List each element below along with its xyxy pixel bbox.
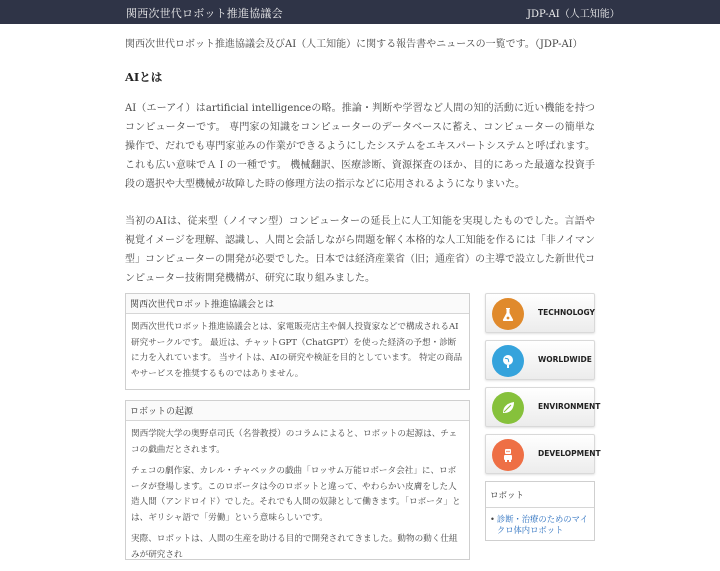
origin-box-body: [126, 421, 469, 571]
tile-technology[interactable]: [485, 293, 595, 333]
flask-icon: [492, 298, 524, 330]
main-column: [125, 293, 470, 560]
tile-worldwide-label: WORLDWIDE: [538, 355, 592, 364]
tile-development[interactable]: [485, 434, 601, 474]
globe-icon: [492, 345, 524, 377]
about-box: [125, 293, 470, 390]
tile-development-label: DEVELOPMENT: [538, 449, 601, 458]
tile-environment-label: ENVIRONMENT: [538, 402, 601, 411]
origin-box-title: ロボットの起源: [126, 401, 469, 421]
robot-box-link[interactable]: 診断・治療のためのマイクロ体内ロボット: [496, 514, 589, 535]
tile-worldwide[interactable]: [485, 340, 595, 380]
robot-box: [485, 481, 595, 541]
leaf-icon: [492, 392, 524, 424]
robot-icon: [492, 439, 524, 471]
ai-paragraph-2: 当初のAIは、従来型（ノイマン型）コンピューターの延長上に人工知能を実現したものでした。言語や視覚イメージを理解、認識し、人間と会話しながら問題を解く本格的な人工知能を作るには「非ノイマン型」コンピューターの開発が必要でした。日本では経済産業省（旧；通産省）の主導で設立した新世代コンピューター技術開発機構が、研究に取り組みました。: [125, 216, 595, 284]
about-box-title: 関西次世代ロボット推進協議会とは: [126, 294, 469, 314]
ai-paragraph-1: AI（エーアイ）はartificial intelligenceの略。推論・判断や学習など人間の知的活動に近い機能を持つコンピューターです。 専門家の知識をコンピューターのデータベースに蓄え、コンピューターの簡単な操作で、だれでも専門家並みの作業ができるようにしたシステムをエキスパートシステムと呼ばれます。これも広い意味でＡＩの一種です。 機械翻訳、医療診断、資源探査のほか、目的にあった最適な投資手段の選択や大型機械が故障した時の修理方法の指示などに応用されるようになりまいた。: [125, 103, 595, 190]
sidebar: [485, 293, 601, 541]
section-heading-ai: AIとは: [125, 70, 163, 84]
origin-paragraph-1: 関西学院大学の奥野卓司氏（名誉教授）のコラムによると、ロボットの起源は、チェコの戯曲だとされます。: [131, 429, 458, 455]
robot-box-link-item[interactable]: [486, 508, 594, 536]
robot-box-title: ロボット: [486, 482, 594, 508]
top-bar: [0, 0, 720, 24]
bullet-icon: •: [490, 514, 495, 524]
origin-box: [125, 400, 470, 560]
article: [125, 24, 595, 288]
nav-link-jdp-ai[interactable]: JDP-AI（人工知能）: [527, 9, 620, 20]
site-title[interactable]: 関西次世代ロボット推進協議会: [126, 7, 283, 20]
about-box-body: [126, 314, 469, 390]
tile-environment[interactable]: [485, 387, 601, 427]
origin-paragraph-3: 実際、ロボットは、人間の生産を助ける目的で開発されてきました。動物の動く仕組みが研究され: [131, 534, 458, 560]
tile-technology-label: TECHNOLOGY: [538, 308, 595, 317]
intro-text: 関西次世代ロボット推進協議会及びAI（人工知能）に関する報告書やニュースの一覧です。（JDP-AI）: [125, 39, 583, 50]
about-box-text: 関西次世代ロボット推進協議会とは、家電販売店主や個人投資家などで構成されるAI研究サークルです。 最近は、チャットGPT（ChatGPT）を使った経済の予想・診断に力を入れています。 当サイトは、AIの研究や検証を目的としています。 特定の商品やサービスを推奨するものではありません。: [131, 322, 463, 379]
origin-paragraph-2: チェコの劇作家、カレル・チャペックの戯曲「ロッサム万能ロボータ会社」に、ロボータが登場します。このロボータは今のロボットと違って、やわらかい皮膚をした人造人間（アンドロイド）でした。それでも人間の奴隷として働きます。「ロボータ」とは、ギリシャ語で「労働」という意味らしいです。: [131, 466, 461, 523]
